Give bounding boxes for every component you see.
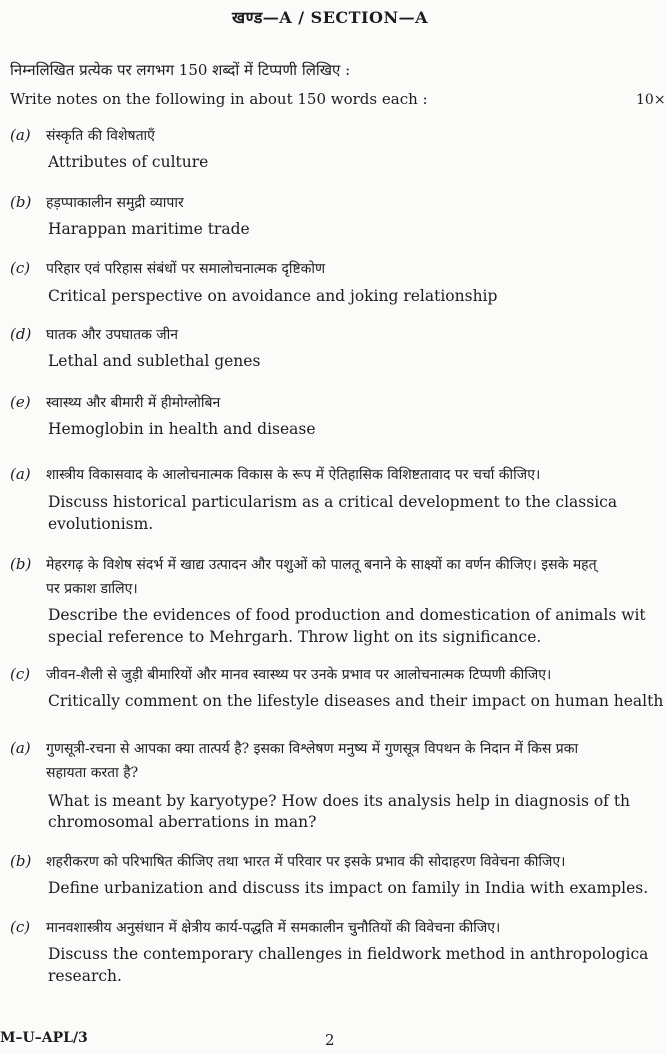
- question-english-line: Critical perspective on avoidance and joking relationship: [48, 287, 498, 305]
- question-label: (c): [10, 259, 31, 277]
- question-hindi: शास्त्रीय विकासवाद के आलोचनात्मक विकास के रूप में ऐतिहासिक विशिष्टतावाद पर चर्चा कीजिए।: [46, 467, 541, 483]
- instruction-english: Write notes on the following in about 150 words each :: [10, 90, 428, 108]
- question-english-line: Define urbanization and discuss its impact on family in India with examples.: [48, 879, 649, 897]
- question-english-line: research.: [48, 967, 122, 985]
- question-english-line: What is meant by karyotype? How does its analysis help in diagnosis of th: [48, 792, 631, 810]
- question-hindi: जीवन-शैली से जुड़ी बीमारियों और मानव स्वास्थ्य पर उनके प्रभाव पर आलोचनात्मक टिप्पणी कीजिए।: [46, 667, 552, 683]
- question-hindi-continued: सहायता करता है?: [46, 765, 139, 781]
- question-hindi: गुणसूत्री-रचना से आपका क्या तात्पर्य है? इसका विश्लेषण मनुष्य में गुणसूत्र विपथन के निदान में किस प्रका: [46, 741, 579, 757]
- question-hindi: परिहार एवं परिहास संबंधों पर समालोचनात्मक दृष्टिकोण: [46, 261, 326, 277]
- question-english-line: Discuss the contemporary challenges in fieldwork method in anthropologica: [48, 945, 649, 963]
- question-english-line: Critically comment on the lifestyle diseases and their impact on human health: [48, 692, 664, 710]
- question-english-line: Hemoglobin in health and disease: [48, 420, 316, 438]
- question-english-line: Harappan maritime trade: [48, 220, 250, 238]
- question-label: (b): [10, 555, 32, 573]
- question-hindi: मेहरगढ़ के विशेष संदर्भ में खाद्य उत्पादन और पशुओं को पालतू बनाने के साक्ष्यों का वर्णन कीजिए। इसके महत्: [46, 557, 597, 573]
- page-number: 2: [325, 1031, 335, 1049]
- section-heading: खण्ड—A / SECTION—A: [232, 8, 428, 27]
- question-hindi: हड़प्पाकालीन समुद्री व्यापार: [46, 195, 184, 211]
- question-hindi: स्वास्थ्य और बीमारी में हीमोग्लोबिन: [46, 395, 221, 411]
- instruction-hindi: निम्नलिखित प्रत्येक पर लगभग 150 शब्दों में टिप्पणी लिखिए :: [10, 61, 351, 79]
- question-hindi: शहरीकरण को परिभाषित कीजिए तथा भारत में परिवार पर इसके प्रभाव की सोदाहरण विवेचना कीजिए।: [46, 854, 566, 870]
- question-english-line: chromosomal aberrations in man?: [48, 813, 317, 831]
- question-english-line: Discuss historical particularism as a critical development to the classica: [48, 493, 618, 511]
- question-hindi: संस्कृति की विशेषताएँ: [46, 128, 155, 144]
- question-label: (a): [10, 126, 31, 144]
- question-label: (d): [10, 325, 32, 343]
- question-hindi: घातक और उपघातक जीन: [46, 327, 179, 343]
- question-label: (c): [10, 918, 31, 936]
- question-label: (a): [10, 465, 31, 483]
- question-english-line: Lethal and sublethal genes: [48, 352, 261, 370]
- question-english-line: evolutionism.: [48, 515, 154, 533]
- question-label: (b): [10, 193, 32, 211]
- question-english-line: special reference to Mehrgarh. Throw light on its significance.: [48, 628, 542, 646]
- question-hindi: मानवशास्त्रीय अनुसंधान में क्षेत्रीय कार्य-पद्धति में समकालीन चुनौतियों की विवेचना कीजिए।: [46, 920, 501, 936]
- question-label: (b): [10, 852, 32, 870]
- marks-indicator: 10×: [636, 92, 666, 108]
- question-label: (c): [10, 665, 31, 683]
- question-english-line: Describe the evidences of food production and domestication of animals wit: [48, 606, 646, 624]
- question-english-line: Attributes of culture: [48, 153, 209, 171]
- question-hindi-continued: पर प्रकाश डालिए।: [46, 581, 138, 597]
- question-label: (a): [10, 739, 31, 757]
- question-label: (e): [10, 393, 31, 411]
- paper-code: M–U–APL/3: [0, 1030, 88, 1046]
